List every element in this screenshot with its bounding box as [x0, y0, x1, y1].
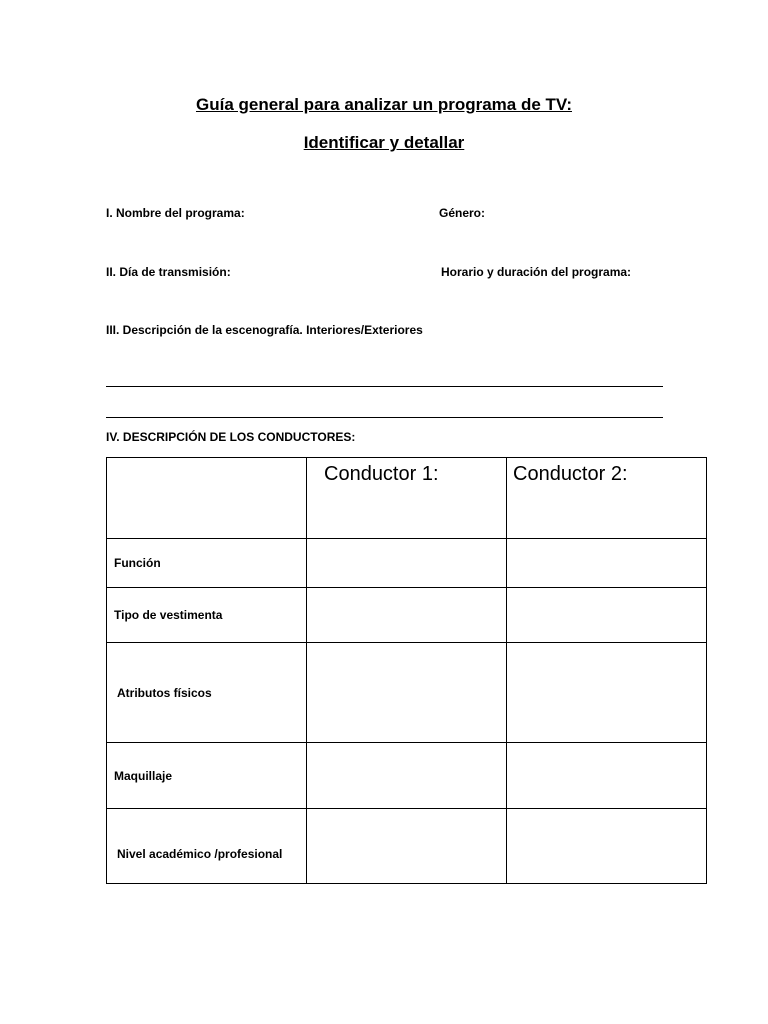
- program-name-label: I. Nombre del programa:: [106, 206, 245, 220]
- table-corner-cell: [107, 458, 307, 539]
- host-2-cell: [507, 539, 707, 588]
- document-title: Guía general para analizar un programa de TV:: [195, 95, 572, 114]
- table-row: [107, 743, 707, 809]
- answer-line: [106, 386, 663, 387]
- host-1-cell: [307, 743, 507, 809]
- row-label-vestimenta: Tipo de vestimenta: [107, 588, 307, 643]
- set-description-label: III. Descripción de la escenografía. Interiores/Exteriores: [106, 323, 423, 337]
- host-1-cell: [307, 588, 507, 643]
- row-label-funcion: Función: [107, 539, 307, 588]
- table-row: [107, 588, 707, 643]
- host-1-cell: [307, 809, 507, 884]
- table-row: [107, 643, 707, 743]
- answer-line: [106, 417, 663, 418]
- host-2-cell: [507, 809, 707, 884]
- host-2-cell: [507, 743, 707, 809]
- table-header-row: [107, 458, 707, 539]
- hosts-section-heading: IV. DESCRIPCIÓN DE LOS CONDUCTORES:: [106, 430, 356, 444]
- row-label-atributos: Atributos físicos: [107, 643, 307, 743]
- host-2-cell: [507, 588, 707, 643]
- host-1-label: Conductor 1:: [324, 463, 439, 485]
- hosts-table: [106, 457, 707, 884]
- table-row: [107, 809, 707, 884]
- host-1-cell: [307, 539, 507, 588]
- genre-label: Género:: [439, 206, 486, 220]
- host-1-header: [307, 458, 507, 539]
- schedule-duration-label: Horario y duración del programa:: [441, 265, 632, 279]
- host-2-cell: [507, 643, 707, 743]
- row-label-maquillaje: Maquillaje: [107, 743, 307, 809]
- host-2-label: Conductor 2:: [513, 463, 628, 485]
- host-2-header: [507, 458, 707, 539]
- broadcast-day-label: II. Día de transmisión:: [106, 265, 231, 279]
- host-1-cell: [307, 643, 507, 743]
- document-subtitle: Identificar y detallar: [303, 133, 465, 152]
- table-row: [107, 539, 707, 588]
- row-label-nivel-academico: Nivel académico /profesional: [107, 809, 307, 884]
